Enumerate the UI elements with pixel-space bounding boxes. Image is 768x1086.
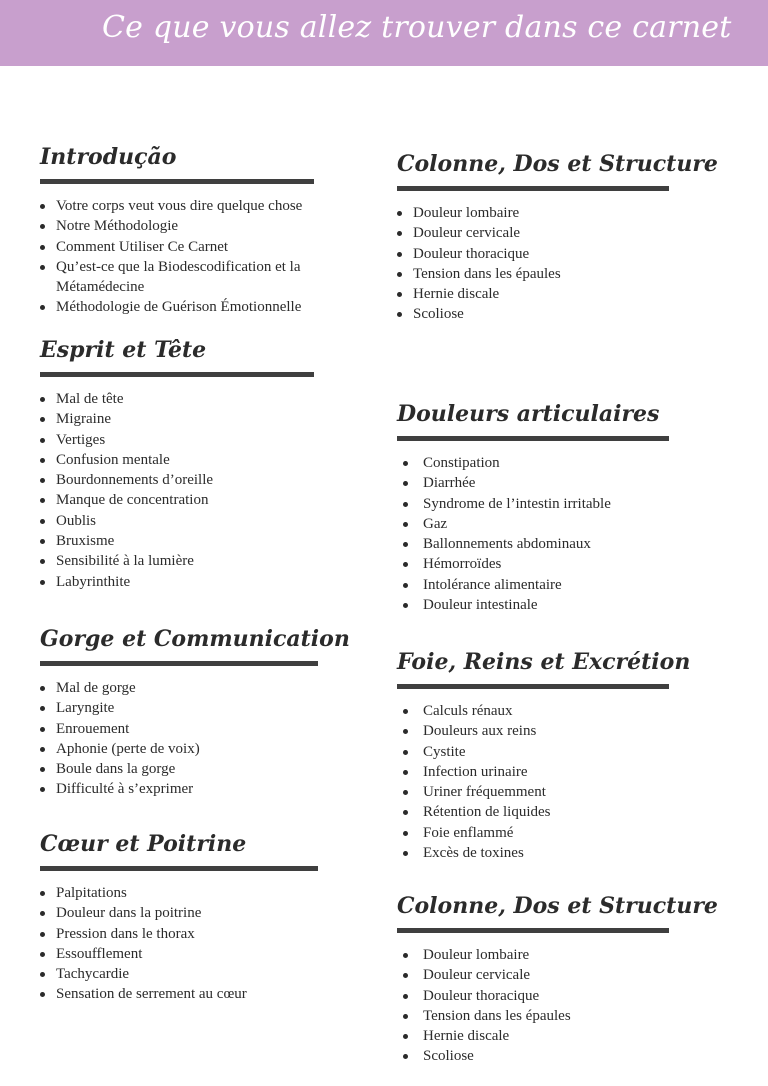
section-title: Douleurs articulaires bbox=[397, 401, 660, 427]
list-item: Douleur lombaire bbox=[403, 945, 703, 965]
list-item: Labyrinthite bbox=[40, 572, 340, 592]
list-item: Difficulté à s’exprimer bbox=[40, 779, 340, 799]
list-item: Syndrome de l’intestin irritable bbox=[403, 494, 703, 514]
section-introducao bbox=[40, 143, 340, 318]
section-foie-reins-excretion bbox=[397, 648, 703, 863]
list-item: Douleur dans la poitrine bbox=[40, 903, 340, 923]
section-title: Foie, Reins et Excrétion bbox=[397, 649, 691, 675]
list-item: Diarrhée bbox=[403, 473, 703, 493]
list-item: Vertiges bbox=[40, 430, 340, 450]
list-item: Scoliose bbox=[403, 1046, 703, 1066]
section-title: Esprit et Tête bbox=[40, 337, 207, 363]
list-item: Douleur intestinale bbox=[403, 595, 703, 615]
section-divider bbox=[40, 179, 314, 184]
section-title: Cœur et Poitrine bbox=[40, 831, 247, 857]
list-item: Migraine bbox=[40, 409, 340, 429]
section-divider bbox=[397, 684, 669, 689]
list-item: Votre corps veut vous dire quelque chose bbox=[40, 196, 340, 216]
section-title: Introdução bbox=[40, 144, 177, 170]
section-douleurs-articulaires bbox=[397, 400, 703, 615]
list-item: Uriner fréquemment bbox=[403, 782, 703, 802]
page-title: Ce que vous allez trouver dans ce carnet bbox=[102, 10, 732, 45]
section-divider bbox=[40, 372, 314, 377]
section-title: Gorge et Communication bbox=[40, 626, 350, 652]
section-list bbox=[40, 389, 340, 592]
list-item: Ballonnements abdominaux bbox=[403, 534, 703, 554]
list-item: Sensibilité à la lumière bbox=[40, 551, 340, 571]
list-item: Mal de gorge bbox=[40, 678, 340, 698]
section-coeur-poitrine bbox=[40, 830, 340, 1005]
list-item: Bourdonnements d’oreille bbox=[40, 470, 340, 490]
list-item: Sensation de serrement au cœur bbox=[40, 984, 340, 1004]
list-item: Excès de toxines bbox=[403, 843, 703, 863]
section-divider bbox=[397, 928, 669, 933]
list-item: Tachycardie bbox=[40, 964, 340, 984]
list-item: Foie enflammé bbox=[403, 823, 703, 843]
list-item: Douleurs aux reins bbox=[403, 721, 703, 741]
section-list bbox=[397, 203, 697, 325]
list-item: Mal de tête bbox=[40, 389, 340, 409]
list-item: Douleur lombaire bbox=[397, 203, 697, 223]
list-item: Qu’est-ce que la Biodescodification et la Métamédecine bbox=[40, 257, 340, 298]
header-banner bbox=[0, 0, 768, 66]
list-item: Cystite bbox=[403, 742, 703, 762]
list-item: Hernie discale bbox=[403, 1026, 703, 1046]
section-list bbox=[40, 678, 340, 800]
section-title: Colonne, Dos et Structure bbox=[397, 151, 718, 177]
list-item: Scoliose bbox=[397, 304, 697, 324]
section-divider bbox=[397, 436, 669, 441]
list-item: Confusion mentale bbox=[40, 450, 340, 470]
section-list bbox=[403, 453, 703, 615]
section-colonne-dos-structure-2 bbox=[397, 892, 718, 1067]
list-item: Manque de concentration bbox=[40, 490, 340, 510]
list-item: Douleur cervicale bbox=[403, 965, 703, 985]
list-item: Aphonie (perte de voix) bbox=[40, 739, 340, 759]
list-item: Hémorroïdes bbox=[403, 554, 703, 574]
list-item: Calculs rénaux bbox=[403, 701, 703, 721]
list-item: Constipation bbox=[403, 453, 703, 473]
section-list bbox=[403, 945, 703, 1067]
section-esprit-tete bbox=[40, 336, 340, 592]
list-item: Bruxisme bbox=[40, 531, 340, 551]
section-divider bbox=[397, 186, 669, 191]
list-item: Intolérance alimentaire bbox=[403, 575, 703, 595]
section-list bbox=[40, 196, 340, 318]
section-gorge-communication bbox=[40, 625, 350, 800]
list-item: Essoufflement bbox=[40, 944, 340, 964]
list-item: Douleur thoracique bbox=[397, 244, 697, 264]
list-item: Douleur thoracique bbox=[403, 986, 703, 1006]
list-item: Tension dans les épaules bbox=[397, 264, 697, 284]
list-item: Enrouement bbox=[40, 719, 340, 739]
list-item: Hernie discale bbox=[397, 284, 697, 304]
section-colonne-dos-structure bbox=[397, 150, 718, 325]
list-item: Boule dans la gorge bbox=[40, 759, 340, 779]
section-divider bbox=[40, 661, 318, 666]
list-item: Douleur cervicale bbox=[397, 223, 697, 243]
list-item: Infection urinaire bbox=[403, 762, 703, 782]
list-item: Pression dans le thorax bbox=[40, 924, 340, 944]
section-title: Colonne, Dos et Structure bbox=[397, 893, 718, 919]
list-item: Oublis bbox=[40, 511, 340, 531]
list-item: Tension dans les épaules bbox=[403, 1006, 703, 1026]
list-item: Comment Utiliser Ce Carnet bbox=[40, 237, 340, 257]
list-item: Notre Méthodologie bbox=[40, 216, 340, 236]
section-list bbox=[403, 701, 703, 863]
section-divider bbox=[40, 866, 318, 871]
section-list bbox=[40, 883, 340, 1005]
list-item: Rétention de liquides bbox=[403, 802, 703, 822]
list-item: Gaz bbox=[403, 514, 703, 534]
list-item: Palpitations bbox=[40, 883, 340, 903]
list-item: Laryngite bbox=[40, 698, 340, 718]
list-item: Méthodologie de Guérison Émotionnelle bbox=[40, 297, 340, 317]
